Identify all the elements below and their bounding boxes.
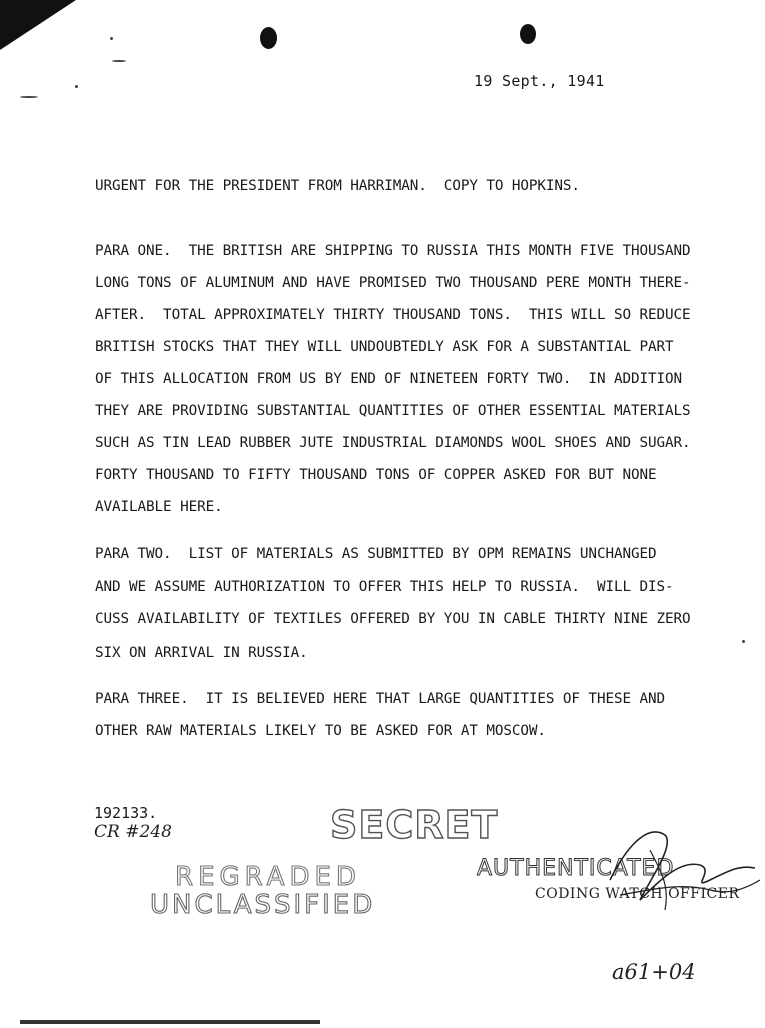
ink-speck [75, 85, 78, 88]
body-line: PARA THREE. IT IS BELIEVED HERE THAT LARGE QUANTITIES OF THESE AND [95, 691, 665, 707]
body-line: OF THIS ALLOCATION FROM US BY END OF NINETEEN FORTY TWO. IN ADDITION [95, 371, 683, 387]
punch-hole-right [520, 24, 536, 44]
body-line: THEY ARE PROVIDING SUBSTANTIAL QUANTITIES OF OTHER ESSENTIAL MATERIALS [95, 403, 691, 419]
message-number: 192133. [94, 804, 158, 822]
body-line: AND WE ASSUME AUTHORIZATION TO OFFER THIS HELP TO RUSSIA. WILL DIS- [95, 579, 674, 595]
ink-speck [110, 37, 113, 40]
body-line: OTHER RAW MATERIALS LIKELY TO BE ASKED FOR AT MOSCOW. [95, 723, 546, 739]
body-line: PARA TWO. LIST OF MATERIALS AS SUBMITTED BY OPM REMAINS UNCHANGED [95, 546, 657, 562]
body-line: PARA ONE. THE BRITISH ARE SHIPPING TO RUSSIA THIS MONTH FIVE THOUSAND [95, 243, 691, 259]
ink-speck [20, 96, 38, 98]
coding-watch-officer-stamp: CODING WATCH OFFICER [535, 886, 740, 902]
ink-speck [112, 60, 126, 62]
handwritten-cr-note: CR #248 [94, 822, 172, 842]
punch-hole-left [260, 27, 277, 49]
body-line: LONG TONS OF ALUMINUM AND HAVE PROMISED TWO THOUSAND PERE MONTH THERE- [95, 275, 691, 291]
ink-speck [742, 640, 745, 643]
body-line: BRITISH STOCKS THAT THEY WILL UNDOUBTEDLY ASK FOR A SUBSTANTIAL PART [95, 339, 674, 355]
body-line: CUSS AVAILABILITY OF TEXTILES OFFERED BY YOU IN CABLE THIRTY NINE ZERO [95, 611, 691, 627]
handwritten-catalog-number: a61+04 [612, 960, 696, 984]
torn-corner [0, 0, 76, 50]
regraded-stamp: REGRADED [175, 862, 361, 892]
authenticated-stamp: AUTHENTICATED [477, 856, 675, 881]
body-line: AVAILABLE HERE. [95, 499, 223, 515]
body-line: FORTY THOUSAND TO FIFTY THOUSAND TONS OF COPPER ASKED FOR BUT NONE [95, 467, 657, 483]
body-line: AFTER. TOTAL APPROXIMATELY THIRTY THOUSAND TONS. THIS WILL SO REDUCE [95, 307, 691, 323]
body-line: URGENT FOR THE PRESIDENT FROM HARRIMAN. COPY TO HOPKINS. [95, 178, 580, 194]
bottom-edge-mark [20, 1020, 320, 1024]
unclassified-stamp: UNCLASSIFIED [150, 890, 376, 920]
body-line: SUCH AS TIN LEAD RUBBER JUTE INDUSTRIAL DIAMONDS WOOL SHOES AND SUGAR. [95, 435, 691, 451]
body-line: SIX ON ARRIVAL IN RUSSIA. [95, 645, 308, 661]
secret-stamp: SECRET [330, 803, 499, 847]
document-date: 19 Sept., 1941 [474, 72, 605, 90]
handwritten-signature [590, 820, 765, 920]
